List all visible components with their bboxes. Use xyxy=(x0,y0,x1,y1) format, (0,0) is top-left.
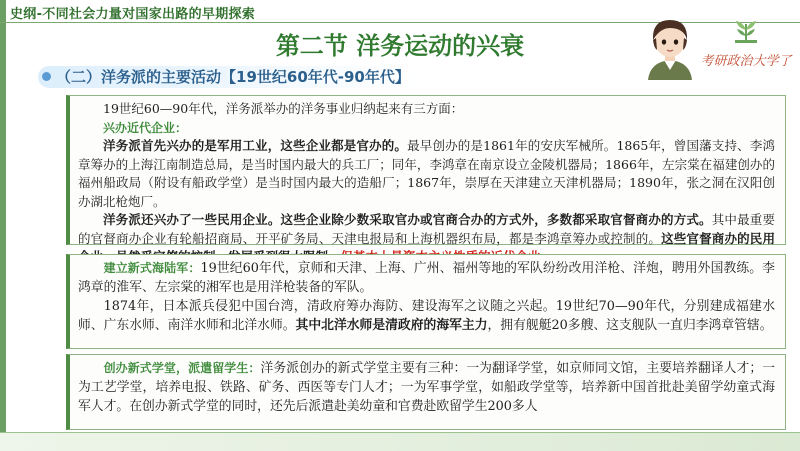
navy-text: 1874年，日本派兵侵犯中国台湾，清政府筹办海防、建设海军之议随之兴起。19世纪70—90年代，分别建成福建水师、广东水师、南洋水师和北洋水师。 xyxy=(78,299,775,333)
left-accent-strip xyxy=(0,0,6,450)
paragraph-navy xyxy=(78,297,775,335)
schools-text: 洋务派创办的新式学堂主要有三种：一为翻译学堂，如京师同文馆，主要培养翻译人才；一为工艺学堂，培养电报、铁路、矿务、西医等专门人才；一为军事学堂，如船政学堂等，培养新中国首批赴美留学幼童式海军人才。在创办新式学堂的同时，还先后派遣赴美幼童和官费赴欧留学生200多人 xyxy=(78,361,775,414)
army-text: 19世纪60年代，京师和天津、上海、广州、福州等地的军队纷纷改用洋枪、洋炮，聘用外国教练。李鸿章的淮军、左宗棠的湘军也是用洋枪装备的军队。 xyxy=(78,261,775,295)
subtitle-enterprises: 兴办近代企业： xyxy=(103,120,188,135)
civil-industry-bold: 洋务派还兴办了一些民用企业。这些企业除少数采取官办或官商合办的方式外，多数都采取官督商办的方式。 xyxy=(103,212,712,227)
civil-industry-text: 其中最重要的官督商办企业有轮船招商局、开平矿务局、天津电报局和上海机器织布局，都是李鸿章筹办或控制的。 xyxy=(78,212,775,246)
paragraph-schools xyxy=(78,359,775,416)
navy-text-2: ，拥有舰艇20多艘、这支舰队一直归李鸿章管辖。 xyxy=(487,318,773,333)
section-heading: （二）洋务派的主要活动【19世纪60年代-90年代】 xyxy=(38,66,418,88)
intro-text: 19世纪60—90年代，洋务派举办的洋务事业归纳起来有三方面： xyxy=(103,101,464,116)
cartoon-avatar-icon xyxy=(642,14,698,80)
series-label: 史纲-不同社会力量对国家出路的早期探索 xyxy=(10,7,256,22)
plant-logo-icon xyxy=(732,18,760,44)
content-box-schools xyxy=(66,354,786,430)
subtitle-row xyxy=(78,119,775,138)
page-title: 第二节 洋务运动的兴衰 xyxy=(275,32,525,60)
military-industry-text: 最早创办的是1861年的安庆军械所。1865年，曾国藩支持、李鸿章筹办的上海江南制造总局，是当时国内最大的兵工厂；同年，李鸿章在南京设立金陵机器局；1866年，左宗棠在福建创办的福州船政局（附设有船政学堂）是当时国内最大的造船厂；1867年，崇厚在天津建立天津机器局；1890年，张之洞在汉阳创办湖北枪炮厂。 xyxy=(78,138,775,209)
brand-logo xyxy=(700,18,792,80)
paragraph-military-industry xyxy=(78,137,775,211)
content-box-army-navy xyxy=(66,254,786,349)
subtitle-schools: 创办新式学堂，派遣留学生： xyxy=(103,361,261,375)
content-box-enterprises xyxy=(66,95,786,245)
subtitle-army-navy: 建立新式海陆军： xyxy=(103,261,201,275)
brand-name: 考研政治大学了 xyxy=(700,54,792,69)
beiyang-fleet-bold: 其中北洋水师是清政府的海军主力 xyxy=(295,318,488,333)
military-industry-bold: 洋务派首先兴办的是军用工业，这些企业都是官办的。 xyxy=(103,138,408,153)
civil-industry-bold-2: 这些官督商办的民用 xyxy=(661,230,775,246)
paragraph-army xyxy=(78,259,775,297)
footer-band xyxy=(0,432,800,451)
